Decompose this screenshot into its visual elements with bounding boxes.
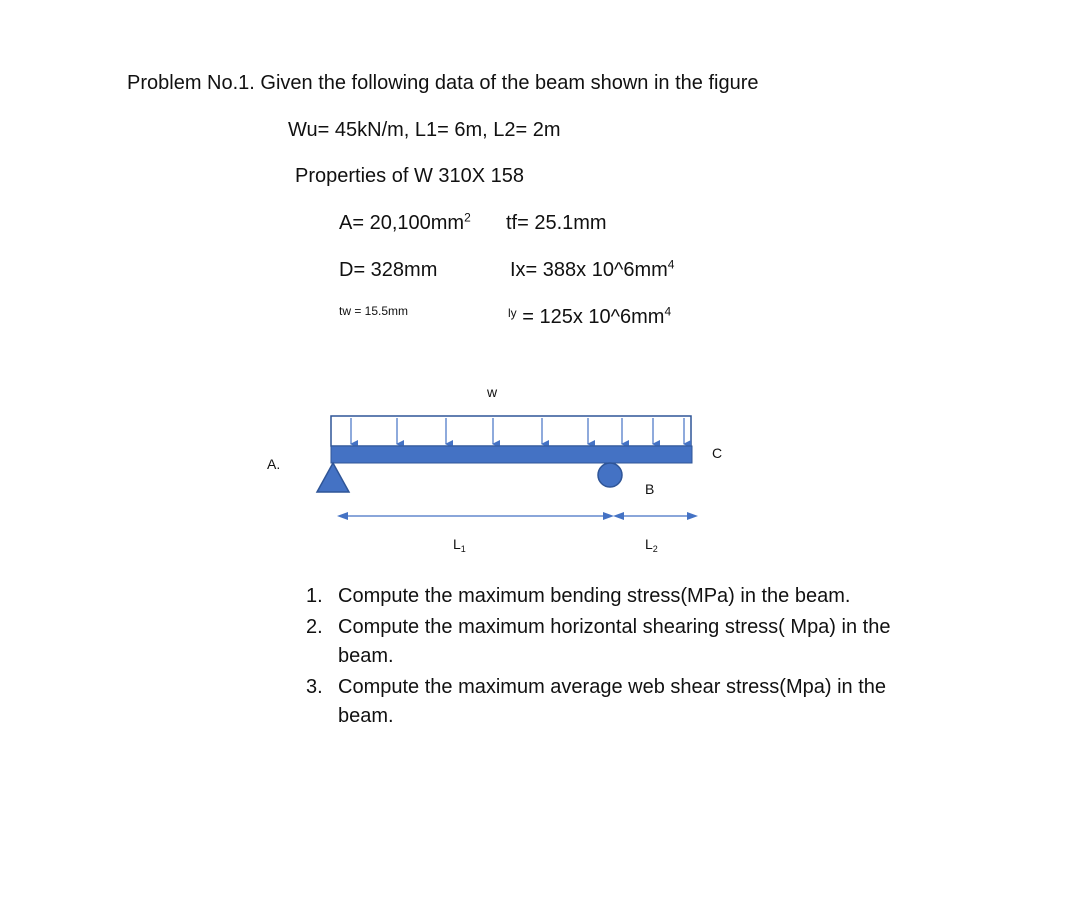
prop-tw: tw = 15.5mm bbox=[339, 304, 409, 318]
end-c-label: C bbox=[712, 445, 723, 461]
dimension-l2-arrow-right bbox=[687, 512, 698, 520]
question-item bbox=[306, 582, 946, 611]
pin-support-a bbox=[317, 463, 349, 492]
load-arrows bbox=[351, 418, 684, 444]
load-label: w bbox=[487, 384, 498, 400]
dimension-l1-letter: L bbox=[453, 536, 461, 552]
distributed-load-box bbox=[331, 416, 691, 446]
prop-ix-exponent: 4 bbox=[667, 257, 675, 272]
roller-support-b bbox=[598, 463, 622, 487]
prop-area-exponent: 2 bbox=[464, 210, 471, 225]
question-text: Compute the maximum horizontal shearing stress( Mpa) in the beam. bbox=[338, 616, 891, 667]
question-number: 3. bbox=[306, 676, 323, 698]
dimension-l1 bbox=[337, 512, 614, 520]
prop-depth: D= 328mm bbox=[339, 259, 438, 281]
prop-ix-value: Ix= 388x 10^6mm bbox=[510, 259, 668, 281]
question-number: 2. bbox=[306, 616, 323, 638]
question-number: 1. bbox=[306, 585, 323, 607]
given-data: Wu= 45kN/m, L1= 6m, L2= 2m bbox=[288, 119, 561, 141]
prop-iy-value: = 125x 10^6mm bbox=[522, 306, 665, 328]
problem-heading: Problem No.1. Given the following data of the beam shown in the figure bbox=[127, 72, 759, 94]
beam bbox=[331, 446, 692, 463]
support-a-label: A. bbox=[267, 456, 281, 472]
dimension-l1-arrow-left bbox=[337, 512, 348, 520]
question-text: Compute the maximum average web shear stress(Mpa) in the beam. bbox=[338, 676, 887, 727]
question-list bbox=[306, 582, 946, 733]
dimension-l2-letter: L bbox=[645, 536, 653, 552]
question-item bbox=[306, 673, 946, 731]
prop-area-value: A= 20,100mm bbox=[339, 212, 465, 234]
dimension-l2-subscript: 2 bbox=[652, 544, 658, 554]
dimension-l2-label bbox=[645, 537, 658, 556]
properties-title: Properties of W 310X 158 bbox=[295, 165, 525, 187]
dimension-l2 bbox=[613, 512, 698, 520]
prop-iy-label: ly bbox=[508, 306, 517, 320]
dimension-l2-arrow-left bbox=[613, 512, 624, 520]
prop-iy-exponent: 4 bbox=[664, 304, 672, 319]
question-item bbox=[306, 613, 946, 671]
question-text: Compute the maximum bending stress(MPa) in the beam. bbox=[338, 585, 851, 607]
dimension-l1-arrow-right bbox=[603, 512, 614, 520]
dimension-l1-label bbox=[453, 537, 466, 556]
support-b-label: B bbox=[645, 481, 655, 497]
prop-tf: tf= 25.1mm bbox=[506, 212, 607, 234]
dimension-l1-subscript: 1 bbox=[460, 544, 466, 554]
